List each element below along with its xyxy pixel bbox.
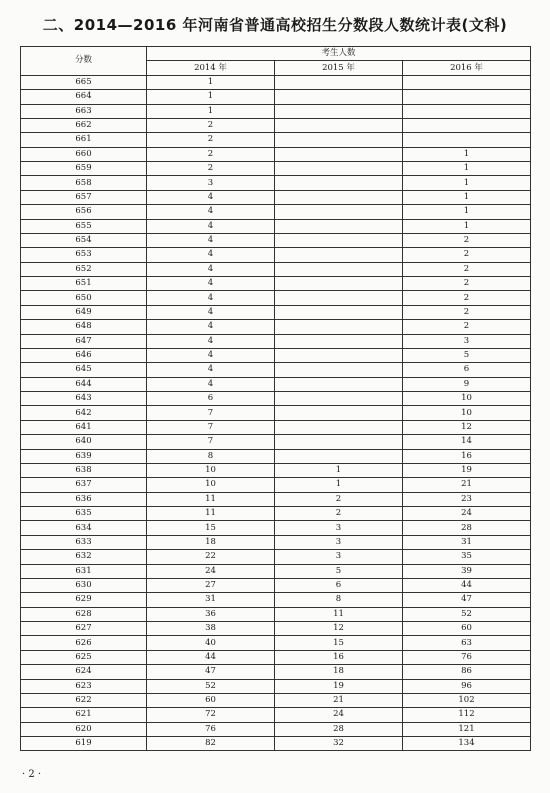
count-2016-cell: 10: [403, 392, 531, 406]
count-2016-cell: 96: [403, 679, 531, 693]
count-2014-cell: 4: [147, 334, 275, 348]
score-cell: 642: [21, 406, 147, 420]
table-row: [21, 665, 531, 679]
score-column-header: 分数: [21, 47, 147, 76]
count-2015-cell: 15: [275, 636, 403, 650]
count-2016-cell: 63: [403, 636, 531, 650]
count-2016-cell: 60: [403, 622, 531, 636]
count-2016-cell: 1: [403, 219, 531, 233]
score-cell: 649: [21, 305, 147, 319]
count-2014-cell: 10: [147, 478, 275, 492]
score-cell: 654: [21, 233, 147, 247]
score-cell: 651: [21, 277, 147, 291]
score-cell: 635: [21, 507, 147, 521]
count-2015-cell: 32: [275, 737, 403, 751]
count-2014-cell: 6: [147, 392, 275, 406]
table-row: [21, 190, 531, 204]
count-2014-cell: 1: [147, 75, 275, 89]
table-row: [21, 363, 531, 377]
count-2016-cell: 134: [403, 737, 531, 751]
score-cell: 660: [21, 147, 147, 161]
score-cell: 662: [21, 118, 147, 132]
score-cell: 646: [21, 348, 147, 362]
table-row: [21, 205, 531, 219]
count-2016-cell: 2: [403, 233, 531, 247]
count-2016-cell: 2: [403, 248, 531, 262]
score-cell: 659: [21, 162, 147, 176]
year-header-2014: 2014 年: [147, 61, 275, 75]
score-cell: 657: [21, 190, 147, 204]
count-2014-cell: 27: [147, 578, 275, 592]
score-cell: 626: [21, 636, 147, 650]
count-2015-cell: 16: [275, 650, 403, 664]
score-cell: 621: [21, 708, 147, 722]
table-row: [21, 708, 531, 722]
table-row: [21, 478, 531, 492]
score-cell: 623: [21, 679, 147, 693]
count-2014-cell: 4: [147, 363, 275, 377]
score-cell: 636: [21, 492, 147, 506]
table-row: [21, 233, 531, 247]
count-2015-cell: [275, 190, 403, 204]
count-2014-cell: 2: [147, 133, 275, 147]
count-2014-cell: 4: [147, 205, 275, 219]
count-2014-cell: 1: [147, 104, 275, 118]
count-2016-cell: 47: [403, 593, 531, 607]
count-2015-cell: 3: [275, 521, 403, 535]
count-2016-cell: 6: [403, 363, 531, 377]
count-2016-cell: 14: [403, 435, 531, 449]
count-2016-cell: 16: [403, 449, 531, 463]
count-2015-cell: [275, 176, 403, 190]
table-row: [21, 291, 531, 305]
count-2016-cell: 52: [403, 607, 531, 621]
count-2016-cell: 76: [403, 650, 531, 664]
count-2014-cell: 7: [147, 406, 275, 420]
count-2015-cell: [275, 205, 403, 219]
score-cell: 656: [21, 205, 147, 219]
count-2014-cell: 82: [147, 737, 275, 751]
count-2015-cell: [275, 118, 403, 132]
count-2015-cell: [275, 90, 403, 104]
count-2014-cell: 11: [147, 492, 275, 506]
score-cell: 648: [21, 320, 147, 334]
table-row: [21, 564, 531, 578]
count-2015-cell: [275, 377, 403, 391]
table-row: [21, 521, 531, 535]
count-2016-cell: 9: [403, 377, 531, 391]
score-cell: 644: [21, 377, 147, 391]
table-row: [21, 219, 531, 233]
count-2016-cell: [403, 133, 531, 147]
count-2016-cell: 86: [403, 665, 531, 679]
score-cell: 628: [21, 607, 147, 621]
count-2016-cell: 1: [403, 205, 531, 219]
count-2015-cell: 6: [275, 578, 403, 592]
count-2015-cell: [275, 348, 403, 362]
score-cell: 629: [21, 593, 147, 607]
score-cell: 630: [21, 578, 147, 592]
count-2015-cell: 2: [275, 492, 403, 506]
count-2016-cell: 2: [403, 262, 531, 276]
count-2016-cell: 23: [403, 492, 531, 506]
score-cell: 631: [21, 564, 147, 578]
score-cell: 619: [21, 737, 147, 751]
table-row: [21, 650, 531, 664]
score-cell: 643: [21, 392, 147, 406]
count-2015-cell: 12: [275, 622, 403, 636]
table-row: [21, 593, 531, 607]
count-2016-cell: [403, 118, 531, 132]
count-2016-cell: 2: [403, 305, 531, 319]
count-2015-cell: 24: [275, 708, 403, 722]
score-distribution-table: [20, 46, 531, 751]
score-cell: 664: [21, 90, 147, 104]
table-row: [21, 578, 531, 592]
table-row: [21, 162, 531, 176]
table-row: [21, 435, 531, 449]
score-cell: 624: [21, 665, 147, 679]
count-2015-cell: [275, 305, 403, 319]
score-cell: 663: [21, 104, 147, 118]
score-cell: 653: [21, 248, 147, 262]
count-2014-cell: 7: [147, 435, 275, 449]
count-2014-cell: 22: [147, 550, 275, 564]
table-row: [21, 277, 531, 291]
count-2016-cell: 35: [403, 550, 531, 564]
count-2014-cell: 52: [147, 679, 275, 693]
score-cell: 655: [21, 219, 147, 233]
count-2014-cell: 40: [147, 636, 275, 650]
score-cell: 665: [21, 75, 147, 89]
table-row: [21, 607, 531, 621]
count-2016-cell: [403, 75, 531, 89]
table-row: [21, 377, 531, 391]
count-2014-cell: 44: [147, 650, 275, 664]
table-row: [21, 118, 531, 132]
table-row: [21, 334, 531, 348]
count-2015-cell: [275, 262, 403, 276]
count-2015-cell: [275, 104, 403, 118]
score-cell: 638: [21, 463, 147, 477]
score-cell: 652: [21, 262, 147, 276]
count-2016-cell: 1: [403, 162, 531, 176]
table-row: [21, 104, 531, 118]
count-2015-cell: 3: [275, 550, 403, 564]
table-row: [21, 392, 531, 406]
count-2014-cell: 18: [147, 535, 275, 549]
table-row: [21, 622, 531, 636]
table-row: [21, 133, 531, 147]
score-cell: 634: [21, 521, 147, 535]
count-2014-cell: 15: [147, 521, 275, 535]
count-2015-cell: [275, 162, 403, 176]
count-2014-cell: 38: [147, 622, 275, 636]
table-row: [21, 737, 531, 751]
count-2016-cell: 28: [403, 521, 531, 535]
count-2014-cell: 4: [147, 248, 275, 262]
count-2016-cell: 1: [403, 147, 531, 161]
count-2014-cell: 11: [147, 507, 275, 521]
count-2016-cell: 31: [403, 535, 531, 549]
count-2014-cell: 4: [147, 262, 275, 276]
table-row: [21, 420, 531, 434]
count-2015-cell: 18: [275, 665, 403, 679]
count-2016-cell: [403, 104, 531, 118]
count-2015-cell: 3: [275, 535, 403, 549]
table-row: [21, 636, 531, 650]
year-header-2016: 2016 年: [403, 61, 531, 75]
count-2014-cell: 4: [147, 377, 275, 391]
table-row: [21, 248, 531, 262]
count-2015-cell: [275, 75, 403, 89]
table-row: [21, 492, 531, 506]
count-2015-cell: [275, 219, 403, 233]
count-2016-cell: 1: [403, 190, 531, 204]
count-2014-cell: 8: [147, 449, 275, 463]
count-2015-cell: [275, 277, 403, 291]
page-title: 二、2014—2016 年河南省普通高校招生分数段人数统计表(文科): [42, 16, 508, 34]
count-2014-cell: 4: [147, 190, 275, 204]
score-cell: 620: [21, 722, 147, 736]
score-cell: 622: [21, 693, 147, 707]
count-2016-cell: 2: [403, 291, 531, 305]
score-cell: 661: [21, 133, 147, 147]
table-row: [21, 90, 531, 104]
count-2016-cell: 10: [403, 406, 531, 420]
count-2014-cell: 72: [147, 708, 275, 722]
count-2016-cell: 121: [403, 722, 531, 736]
count-2015-cell: [275, 233, 403, 247]
table-row: [21, 679, 531, 693]
count-2014-cell: 1: [147, 90, 275, 104]
count-2015-cell: [275, 392, 403, 406]
table-row: [21, 147, 531, 161]
count-2016-cell: 1: [403, 176, 531, 190]
table-row: [21, 176, 531, 190]
score-cell: 633: [21, 535, 147, 549]
score-cell: 632: [21, 550, 147, 564]
score-cell: 625: [21, 650, 147, 664]
table-row: [21, 348, 531, 362]
count-2015-cell: [275, 449, 403, 463]
table-row: [21, 507, 531, 521]
count-2015-cell: 21: [275, 693, 403, 707]
count-2014-cell: 31: [147, 593, 275, 607]
count-2016-cell: 2: [403, 320, 531, 334]
table-row: [21, 262, 531, 276]
count-2014-cell: 4: [147, 348, 275, 362]
count-2016-cell: 19: [403, 463, 531, 477]
count-2014-cell: 24: [147, 564, 275, 578]
table-row: [21, 75, 531, 89]
count-2016-cell: 44: [403, 578, 531, 592]
count-2014-cell: 2: [147, 147, 275, 161]
count-2014-cell: 7: [147, 420, 275, 434]
count-2014-cell: 4: [147, 291, 275, 305]
score-cell: 658: [21, 176, 147, 190]
table-row: [21, 449, 531, 463]
count-2015-cell: [275, 133, 403, 147]
table-row: [21, 463, 531, 477]
score-cell: 645: [21, 363, 147, 377]
year-header-2015: 2015 年: [275, 61, 403, 75]
count-2014-cell: 4: [147, 233, 275, 247]
table-body: [21, 75, 531, 751]
count-2015-cell: 8: [275, 593, 403, 607]
score-cell: 650: [21, 291, 147, 305]
count-2014-cell: 3: [147, 176, 275, 190]
count-2016-cell: 3: [403, 334, 531, 348]
count-2015-cell: [275, 147, 403, 161]
count-2014-cell: 2: [147, 118, 275, 132]
page-number: · 2 ·: [22, 769, 42, 780]
count-2014-cell: 4: [147, 219, 275, 233]
count-2015-cell: [275, 435, 403, 449]
count-2014-cell: 10: [147, 463, 275, 477]
table-row: [21, 550, 531, 564]
table-row: [21, 535, 531, 549]
count-2014-cell: 4: [147, 305, 275, 319]
score-cell: 627: [21, 622, 147, 636]
count-2015-cell: 28: [275, 722, 403, 736]
table-row: [21, 305, 531, 319]
count-2015-cell: [275, 420, 403, 434]
count-2014-cell: 2: [147, 162, 275, 176]
score-cell: 641: [21, 420, 147, 434]
score-cell: 637: [21, 478, 147, 492]
score-cell: 647: [21, 334, 147, 348]
count-2015-cell: [275, 291, 403, 305]
count-2015-cell: 11: [275, 607, 403, 621]
table-row: [21, 406, 531, 420]
count-2015-cell: 5: [275, 564, 403, 578]
count-2015-cell: 19: [275, 679, 403, 693]
count-2014-cell: 60: [147, 693, 275, 707]
count-2015-cell: 1: [275, 463, 403, 477]
examinee-count-header: 考生人数: [147, 47, 531, 61]
count-2015-cell: [275, 406, 403, 420]
count-2016-cell: 21: [403, 478, 531, 492]
score-cell: 639: [21, 449, 147, 463]
count-2014-cell: 36: [147, 607, 275, 621]
count-2016-cell: [403, 90, 531, 104]
count-2016-cell: 2: [403, 277, 531, 291]
table-row: [21, 693, 531, 707]
count-2016-cell: 39: [403, 564, 531, 578]
count-2015-cell: [275, 248, 403, 262]
count-2014-cell: 4: [147, 320, 275, 334]
count-2016-cell: 24: [403, 507, 531, 521]
table-row: [21, 320, 531, 334]
count-2014-cell: 47: [147, 665, 275, 679]
count-2014-cell: 76: [147, 722, 275, 736]
count-2015-cell: 2: [275, 507, 403, 521]
score-cell: 640: [21, 435, 147, 449]
count-2016-cell: 12: [403, 420, 531, 434]
count-2014-cell: 4: [147, 277, 275, 291]
count-2016-cell: 102: [403, 693, 531, 707]
table-row: [21, 722, 531, 736]
count-2016-cell: 5: [403, 348, 531, 362]
count-2015-cell: [275, 320, 403, 334]
count-2015-cell: 1: [275, 478, 403, 492]
count-2015-cell: [275, 334, 403, 348]
count-2015-cell: [275, 363, 403, 377]
count-2016-cell: 112: [403, 708, 531, 722]
